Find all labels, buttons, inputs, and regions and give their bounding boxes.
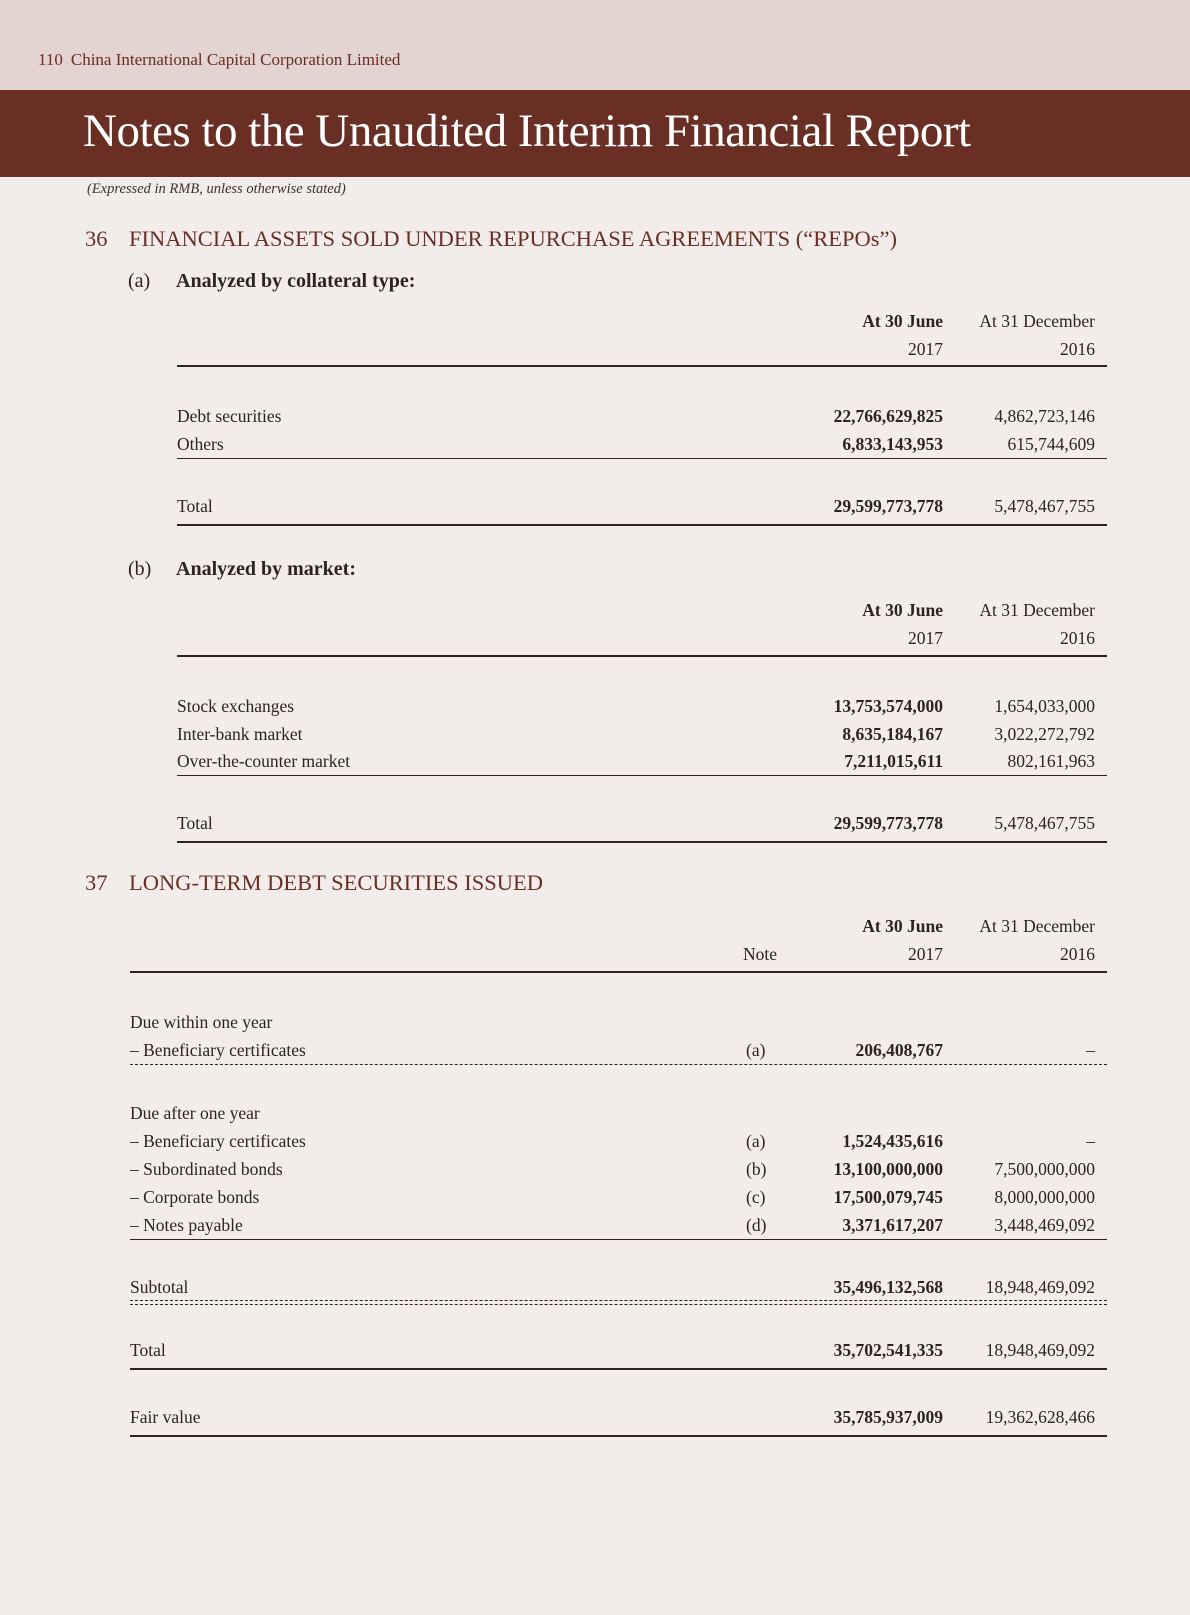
- row-label: Others: [177, 434, 224, 454]
- row-note: (a): [746, 1040, 766, 1060]
- row-label: – Subordinated bonds: [130, 1159, 283, 1179]
- row-current: 13,753,574,000: [833, 696, 943, 716]
- row-prior: 802,161,963: [1007, 751, 1095, 771]
- row-current: 29,599,773,778: [833, 496, 943, 516]
- dashed-rule: [130, 1064, 1107, 1065]
- company-name: China International Capital Corporation Limited: [70, 50, 401, 69]
- row-prior: 7,500,000,000: [994, 1159, 1095, 1179]
- subsection-tag: (b): [128, 558, 152, 580]
- row-label: Stock exchanges: [177, 696, 295, 716]
- header-rule: [177, 365, 1107, 367]
- row-label: Subtotal: [130, 1277, 189, 1297]
- col-header-prior-year: 2016: [1060, 628, 1095, 648]
- col-header-current: At 30 June: [862, 916, 943, 936]
- row-current: 29,599,773,778: [833, 813, 943, 833]
- section-number: 36: [85, 226, 108, 251]
- section-title: FINANCIAL ASSETS SOLD UNDER REPURCHASE AGREEMENTS (“REPOs”): [129, 226, 897, 251]
- row-prior: 615,744,609: [1007, 434, 1095, 454]
- row-prior: 3,022,272,792: [994, 724, 1095, 744]
- col-header-current: At 30 June: [862, 311, 943, 331]
- total-rule: [130, 1368, 1107, 1370]
- row-prior: –: [1086, 1131, 1095, 1151]
- row-prior: 18,948,469,092: [985, 1340, 1095, 1360]
- row-current: 35,702,541,335: [833, 1340, 943, 1360]
- row-current: 22,766,629,825: [833, 406, 943, 426]
- group-heading: Due after one year: [130, 1103, 260, 1123]
- total-rule: [130, 1435, 1107, 1437]
- total-rule: [177, 841, 1107, 843]
- row-current: 17,500,079,745: [833, 1187, 943, 1207]
- row-prior: 4,862,723,146: [994, 406, 1095, 426]
- header-rule: [130, 971, 1107, 973]
- subtotal-rule: [177, 458, 1107, 459]
- subtotal-rule: [130, 1239, 1107, 1240]
- col-header-current-year: 2017: [908, 944, 943, 964]
- row-prior: –: [1086, 1040, 1095, 1060]
- row-current: 35,785,937,009: [833, 1407, 943, 1427]
- row-note: (c): [746, 1187, 766, 1207]
- top-band: [0, 0, 1190, 90]
- row-current: 1,524,435,616: [842, 1131, 943, 1151]
- col-header-current: At 30 June: [862, 600, 943, 620]
- col-header-prior: At 31 December: [979, 600, 1095, 620]
- row-label: – Corporate bonds: [130, 1187, 260, 1207]
- section-37-heading: [85, 870, 543, 896]
- row-prior: 19,362,628,466: [985, 1407, 1095, 1427]
- page-number: 110: [38, 50, 63, 69]
- col-header-prior: At 31 December: [979, 916, 1095, 936]
- total-rule: [177, 524, 1107, 526]
- row-prior: 18,948,469,092: [985, 1277, 1095, 1297]
- row-prior: 5,478,467,755: [994, 813, 1095, 833]
- col-header-prior: At 31 December: [979, 311, 1095, 331]
- col-header-note: Note: [742, 944, 777, 964]
- row-label: Debt securities: [177, 406, 282, 426]
- row-prior: 3,448,469,092: [994, 1215, 1095, 1235]
- row-note: (d): [746, 1215, 767, 1235]
- subsection-tag: (a): [128, 270, 151, 292]
- dashed-rule: [130, 1304, 1107, 1305]
- subtotal-rule: [177, 775, 1107, 776]
- page-title: Notes to the Unaudited Interim Financial Report: [83, 105, 971, 157]
- row-note: (a): [746, 1131, 766, 1151]
- row-current: 13,100,000,000: [833, 1159, 943, 1179]
- header-rule: [177, 655, 1107, 657]
- row-label: – Notes payable: [130, 1215, 243, 1235]
- row-prior: 5,478,467,755: [994, 496, 1095, 516]
- subsection-a-heading: [128, 270, 415, 293]
- row-current: 3,371,617,207: [842, 1215, 943, 1235]
- row-note: (b): [746, 1159, 767, 1179]
- row-label: Over-the-counter market: [177, 751, 351, 771]
- col-header-current-year: 2017: [908, 628, 943, 648]
- title-banner: [0, 90, 1190, 177]
- row-current: 8,635,184,167: [842, 724, 943, 744]
- row-prior: 8,000,000,000: [994, 1187, 1095, 1207]
- group-heading: Due within one year: [130, 1012, 273, 1032]
- row-label: – Beneficiary certificates: [130, 1131, 306, 1151]
- row-label: – Beneficiary certificates: [130, 1040, 306, 1060]
- row-current: 206,408,767: [855, 1040, 943, 1060]
- row-current: 35,496,132,568: [833, 1277, 943, 1297]
- row-label: Total: [130, 1340, 166, 1360]
- section-36-heading: [85, 226, 897, 252]
- subsection-b-heading: [128, 558, 356, 581]
- row-label: Total: [177, 813, 213, 833]
- row-label: Total: [177, 496, 213, 516]
- section-number: 37: [85, 870, 108, 895]
- running-header: [38, 50, 400, 70]
- row-label: Inter-bank market: [177, 724, 303, 744]
- subsection-title: Analyzed by market:: [176, 558, 356, 580]
- col-header-prior-year: 2016: [1060, 944, 1095, 964]
- row-label: Fair value: [130, 1407, 201, 1427]
- col-header-current-year: 2017: [908, 339, 943, 359]
- col-header-prior-year: 2016: [1060, 339, 1095, 359]
- row-prior: 1,654,033,000: [994, 696, 1095, 716]
- section-title: LONG-TERM DEBT SECURITIES ISSUED: [129, 870, 543, 895]
- row-current: 6,833,143,953: [842, 434, 943, 454]
- subsection-title: Analyzed by collateral type:: [176, 270, 416, 292]
- row-current: 7,211,015,611: [844, 751, 943, 771]
- dashed-rule: [130, 1300, 1107, 1301]
- currency-note: (Expressed in RMB, unless otherwise stated): [87, 181, 346, 197]
